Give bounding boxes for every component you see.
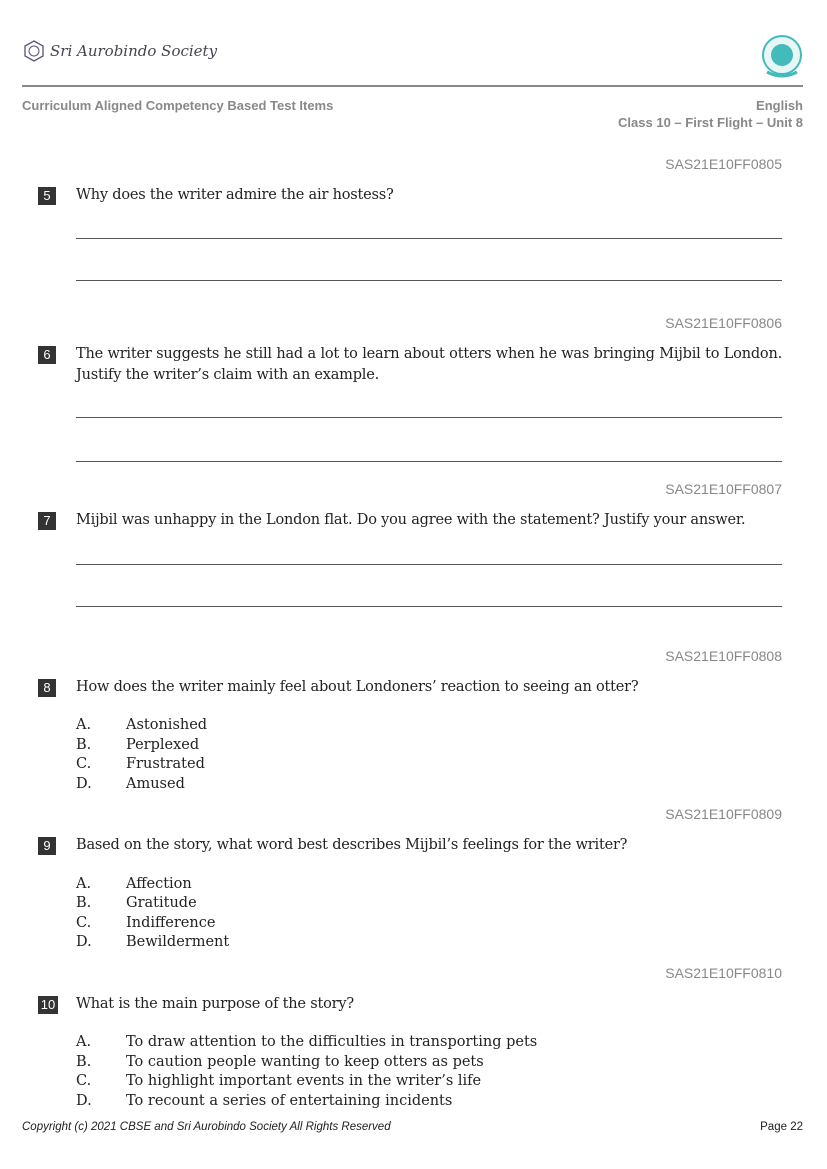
question-text: Mijbil was unhappy in the London flat. Do you agree with the statement? Justify your answer. — [76, 512, 746, 528]
answer-line[interactable] — [76, 564, 782, 565]
question-number: 8 — [38, 679, 56, 697]
option-text: To recount a series of entertaining incidents — [126, 1093, 453, 1109]
option-a[interactable] — [76, 1034, 537, 1050]
option-letter: D. — [76, 1093, 92, 1109]
option-letter: C. — [76, 756, 92, 772]
question-number: 10 — [38, 996, 58, 1014]
answer-line[interactable] — [76, 280, 782, 281]
option-b[interactable] — [76, 895, 197, 911]
option-letter: C. — [76, 1073, 92, 1089]
question-code: SAS21E10FF0808 — [665, 648, 782, 664]
option-b[interactable] — [76, 737, 199, 753]
option-text: Bewilderment — [126, 934, 230, 950]
option-letter: A. — [76, 717, 92, 733]
option-d[interactable] — [76, 934, 229, 950]
option-text: Gratitude — [126, 895, 197, 911]
option-letter: A. — [76, 1034, 92, 1050]
answer-line[interactable] — [76, 606, 782, 607]
option-letter: B. — [76, 1054, 92, 1070]
option-text: To draw attention to the difficulties in transporting pets — [126, 1034, 538, 1050]
question-text: What is the main purpose of the story? — [76, 996, 354, 1012]
question-code: SAS21E10FF0809 — [665, 806, 782, 822]
option-letter: D. — [76, 776, 92, 792]
question-code: SAS21E10FF0807 — [665, 481, 782, 497]
header-divider — [22, 85, 803, 87]
option-letter: A. — [76, 876, 92, 892]
option-text: To caution people wanting to keep otters as pets — [126, 1054, 484, 1070]
option-text: Amused — [126, 776, 185, 792]
answer-line[interactable] — [76, 461, 782, 462]
answer-line[interactable] — [76, 417, 782, 418]
option-letter: C. — [76, 915, 92, 931]
question-text: How does the writer mainly feel about Londoners’ reaction to seeing an otter? — [76, 679, 639, 695]
option-letter: D. — [76, 934, 92, 950]
option-c[interactable] — [76, 915, 215, 931]
sri-aurobindo-society-logo — [22, 38, 218, 70]
option-a[interactable] — [76, 876, 192, 892]
option-c[interactable] — [76, 756, 205, 772]
question-number: 5 — [38, 187, 56, 205]
document-title: Curriculum Aligned Competency Based Test Items — [22, 98, 334, 113]
option-letter: B. — [76, 737, 92, 753]
page-number: Page 22 — [760, 1121, 803, 1133]
option-text: Astonished — [126, 717, 208, 733]
option-d[interactable] — [76, 776, 185, 792]
option-text: Affection — [126, 876, 192, 892]
option-c[interactable] — [76, 1073, 481, 1089]
question-text: Why does the writer admire the air hostess? — [76, 187, 394, 203]
copyright-text: Copyright (c) 2021 CBSE and Sri Aurobindo Society All Rights Reserved — [22, 1121, 391, 1133]
subject-label: English — [756, 98, 803, 113]
option-a[interactable] — [76, 717, 207, 733]
question-number: 6 — [38, 346, 56, 364]
option-text: Indifference — [126, 915, 216, 931]
option-text: Perplexed — [126, 737, 200, 753]
question-code: SAS21E10FF0810 — [665, 965, 782, 981]
question-code: SAS21E10FF0805 — [665, 156, 782, 172]
option-text: To highlight important events in the writer’s life — [126, 1073, 482, 1089]
option-text: Frustrated — [126, 756, 205, 772]
class-info: Class 10 – First Flight – Unit 8 — [618, 115, 803, 130]
cbse-seal-logo — [761, 34, 803, 84]
question-number: 7 — [38, 512, 56, 530]
question-text: Based on the story, what word best describes Mijbil’s feelings for the writer? — [76, 837, 628, 853]
option-b[interactable] — [76, 1054, 484, 1070]
question-code: SAS21E10FF0806 — [665, 315, 782, 331]
question-text: The writer suggests he still had a lot to learn about otters when he was bringing Mijbil to London. Justify the writer’s claim with an example. — [76, 346, 782, 383]
option-letter: B. — [76, 895, 92, 911]
svg-text:Sri Aurobindo Society: Sri Aurobindo Society — [50, 42, 218, 60]
answer-line[interactable] — [76, 238, 782, 239]
question-number: 9 — [38, 837, 56, 855]
option-d[interactable] — [76, 1093, 452, 1109]
